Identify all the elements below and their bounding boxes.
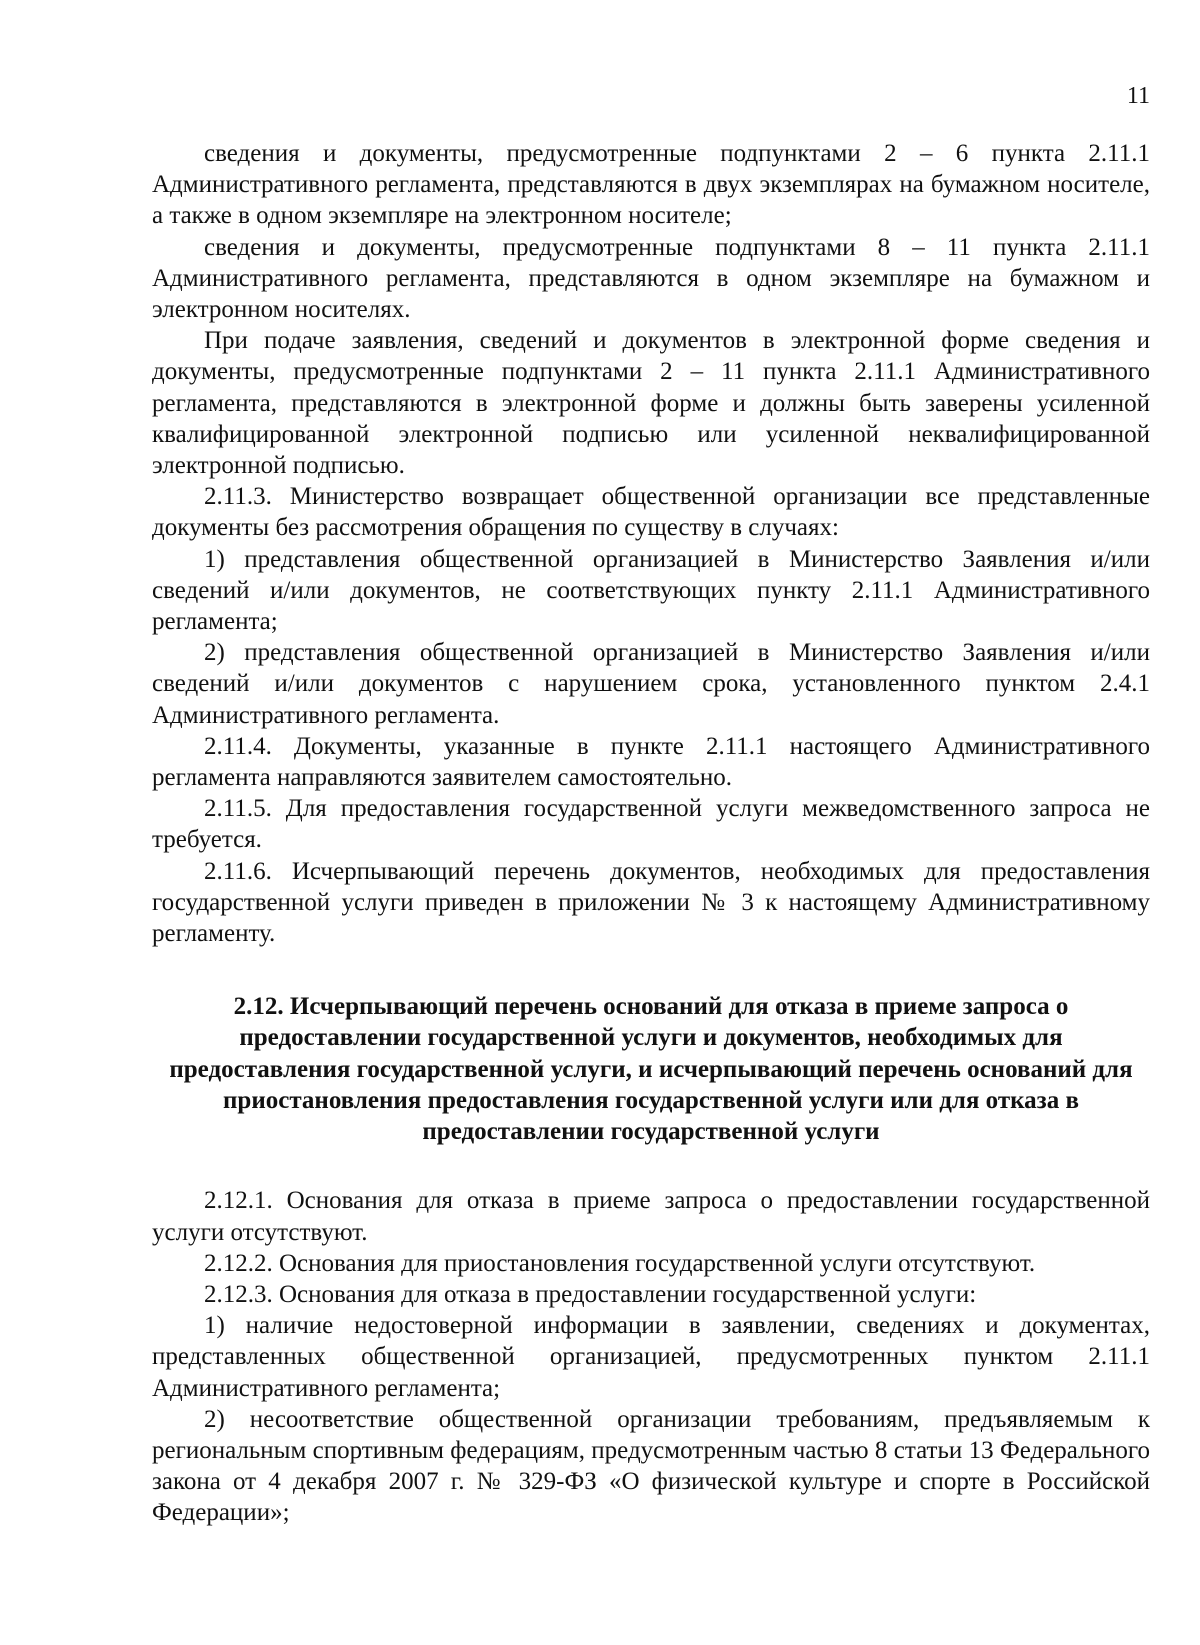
paragraph: 2.11.5. Для предоставления государственной услуги межведомственного запроса не требуется.: [152, 795, 1150, 854]
section-heading: 2.12. Исчерпывающий перечень оснований для отказа в приеме запроса о предоставлении государственной услуги и документов, необходимых для предоставления государственной услуги, и исчерпывающий перечень оснований для приостановления предоставления государственной услуги или для отказа в предоставлении государственной услуги: [169, 993, 1133, 1146]
paragraph: 2.12.2. Основания для приостановления государственной услуги отсутствуют.: [204, 1249, 1036, 1277]
paragraph: 1) наличие недостоверной информации в заявлении, сведениях и документах, представленных общественной организацией, предусмотренных пунктом 2.11.1 Административного регламента;: [152, 1312, 1150, 1402]
paragraph: 2.12.3. Основания для отказа в предоставлении государственной услуги:: [204, 1280, 977, 1308]
paragraph: 2) представления общественной организацией в Министерство Заявления и/или сведений и/или документов с нарушением срока, установленного пунктом 2.4.1 Административного регламента.: [152, 639, 1150, 729]
paragraph: 1) представления общественной организацией в Министерство Заявления и/или сведений и/или документов, не соответствующих пункту 2.11.1 Административного регламента;: [152, 545, 1150, 636]
paragraph: сведения и документы, предусмотренные подпунктами 2 – 6 пункта 2.11.1 Административного регламента, представляются в двух экземплярах на бумажном носителе, а также в одном экземпляре на электронном носителе;: [152, 140, 1150, 230]
document-body: [152, 138, 1150, 1529]
paragraph: 2.11.6. Исчерпывающий перечень документов, необходимых для предоставления государственной услуги приведен в приложении № 3 к настоящему Административному регламенту.: [152, 857, 1150, 948]
paragraph: При подаче заявления, сведений и документов в электронной форме сведения и документы, предусмотренные подпунктами 2 – 11 пункта 2.11.1 Административного регламента, представляются в электронной форме и должны быть заверены усиленной квалифицированной электронной подписью или усиленной неквалифицированной электронной подписью.: [152, 327, 1150, 480]
page-number: 11: [1126, 83, 1150, 109]
paragraph: 2.11.4. Документы, указанные в пункте 2.11.1 настоящего Административного регламента направляются заявителем самостоятельно.: [152, 732, 1150, 792]
paragraph: 2.12.1. Основания для отказа в приеме запроса о предоставлении государственной услуги отсутствуют.: [152, 1187, 1150, 1246]
paragraph: сведения и документы, предусмотренные подпунктами 8 – 11 пункта 2.11.1 Административного регламента, представляются в одном экземпляре на бумажном и электронном носителях.: [152, 233, 1150, 324]
paragraph: 2.11.3. Министерство возвращает общественной организации все представленные документы без рассмотрения обращения по существу в случаях:: [152, 483, 1150, 542]
paragraph: 2) несоответствие общественной организации требованиям, предъявляемым к региональным спортивным федерациям, предусмотренным частью 8 статьи 13 Федерального закона от 4 декабря 2007 г. № 329-ФЗ «О физической культуре и спорте в Российской Федерации»;: [152, 1405, 1150, 1527]
